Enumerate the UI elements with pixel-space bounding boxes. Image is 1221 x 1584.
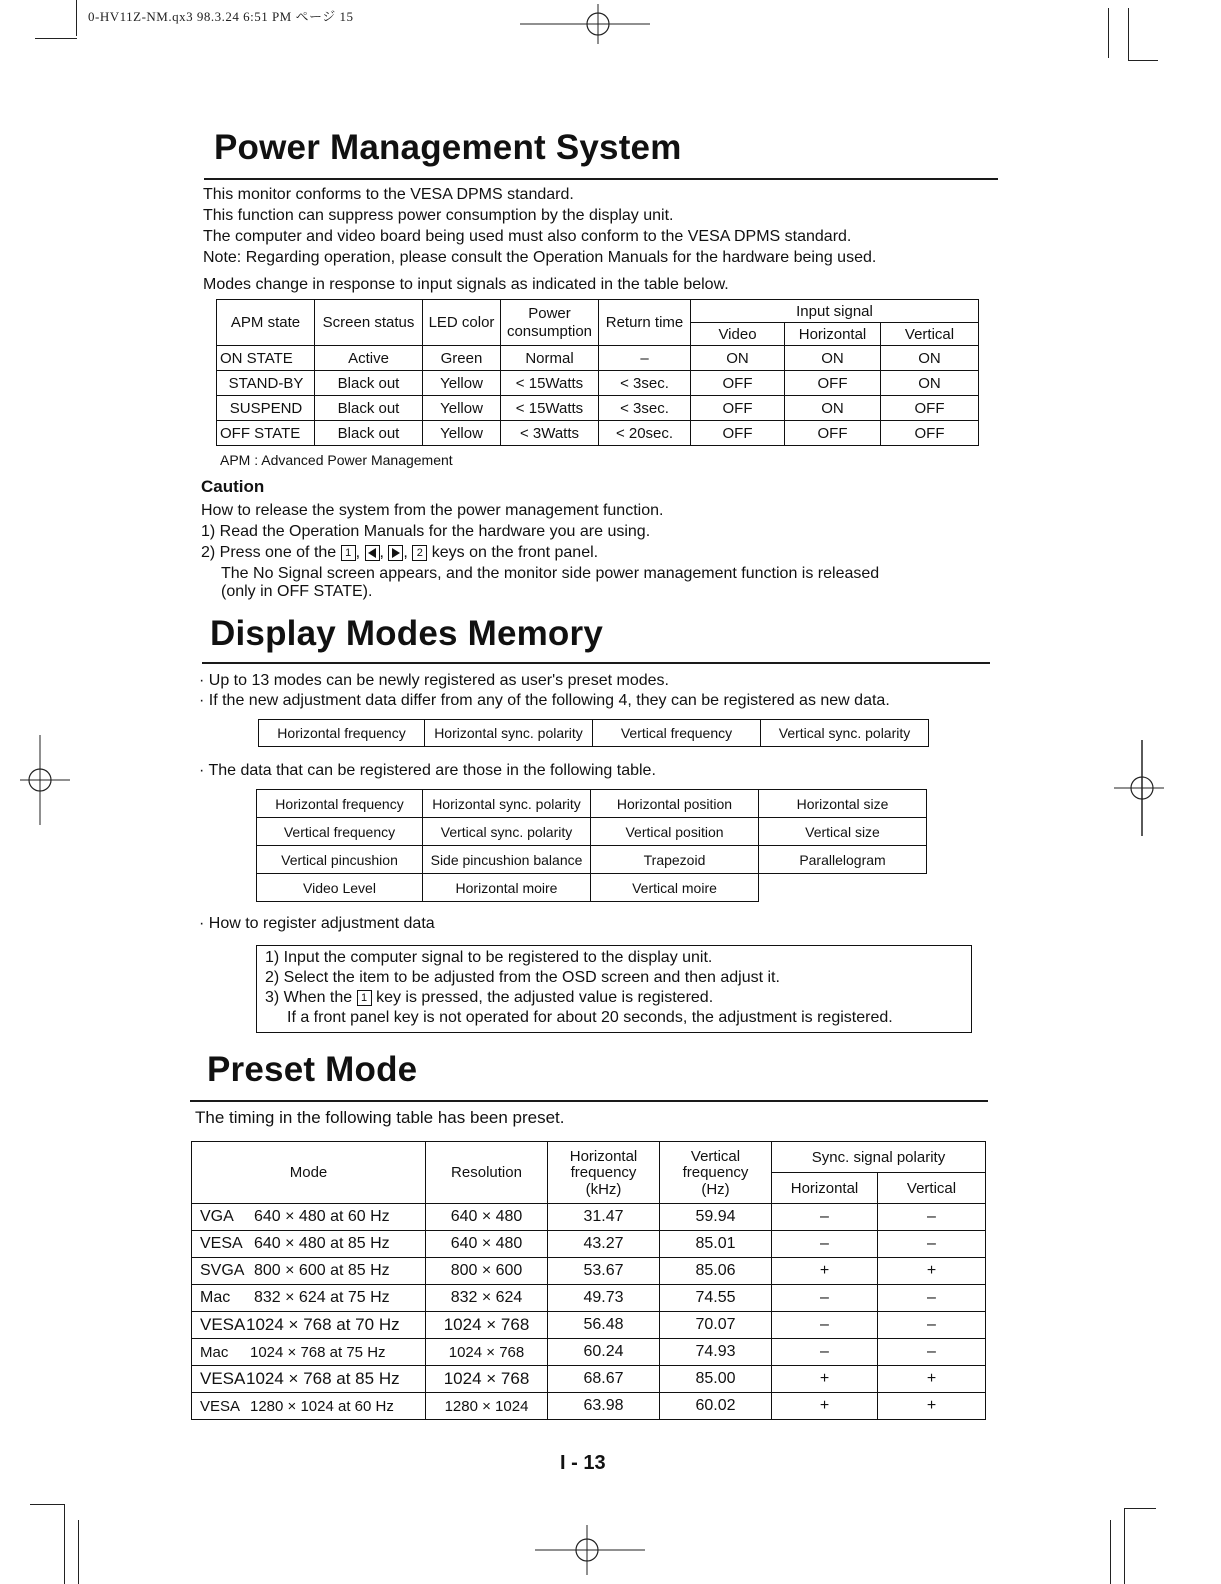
cell-hpol: + [772, 1393, 878, 1420]
col-header-vfreq [660, 1142, 772, 1204]
cell-video: ON [691, 346, 785, 371]
cell-hpol: + [772, 1366, 878, 1393]
table-cell: Horizontal sync. polarity [425, 720, 593, 747]
cell-horizontal: ON [785, 396, 881, 421]
table-row [192, 1231, 986, 1258]
caution-line: The No Signal screen appears, and the monitor side power management function is released [221, 565, 880, 582]
cell-hfreq: 60.24 [548, 1339, 660, 1366]
key-1-icon: 1 [357, 990, 372, 1006]
table-row [217, 371, 979, 396]
table-cell: Horizontal frequency [259, 720, 425, 747]
preset-mode-table [191, 1141, 986, 1420]
cell-mode [192, 1366, 426, 1393]
preset-intro: The timing in the following table has been preset. [195, 1108, 565, 1127]
cell-screen: Black out [315, 421, 423, 446]
dmm-bullet: · The data that can be registered are those in the following table. [199, 762, 656, 779]
table-row [192, 1366, 986, 1393]
caution-body [201, 500, 879, 600]
table-cell: Horizontal position [591, 790, 759, 818]
cell-return: – [599, 346, 691, 371]
cell-led: Yellow [423, 396, 501, 421]
cell-mode [192, 1393, 426, 1420]
cell-video: OFF [691, 371, 785, 396]
table-row [257, 874, 927, 902]
caution-line: keys on the front panel. [431, 544, 599, 561]
pms-intro-line: Note: Regarding operation, please consult the Operation Manuals for the hardware being used. [203, 249, 877, 266]
cell-horizontal: OFF [785, 371, 881, 396]
pms-intro-line: This function can suppress power consumption by the display unit. [203, 207, 674, 224]
cell-resolution: 640 × 480 [426, 1204, 548, 1231]
dmm-bullet: · How to register adjustment data [199, 915, 435, 932]
hfreq-line: frequency [570, 1163, 637, 1181]
print-slug: 0-HV11Z-NM.qx3 98.3.24 6:51 PM ページ 15 [88, 9, 354, 24]
cell-vertical: ON [881, 346, 979, 371]
caution-title: Caution [201, 477, 265, 496]
mode-std: VESA [200, 1397, 241, 1415]
col-header-video: Video [691, 323, 785, 346]
mode-timing: 832 × 624 at 75 Hz [254, 1289, 390, 1306]
table-cell: Horizontal size [759, 790, 927, 818]
page-number: I - 13 [560, 1452, 606, 1474]
cell-hfreq: 49.73 [548, 1285, 660, 1312]
cell-hfreq: 56.48 [548, 1312, 660, 1339]
dmm-bullet: · Up to 13 modes can be newly registered as user's preset modes. [199, 672, 669, 689]
table-cell: Horizontal frequency [257, 790, 423, 818]
pms-intro-line: This monitor conforms to the VESA DPMS standard. [203, 186, 574, 203]
table-row [192, 1393, 986, 1420]
table-cell: Side pincushion balance [423, 846, 591, 874]
cell-hpol: – [772, 1339, 878, 1366]
table-cell: Vertical position [591, 818, 759, 846]
cell-vpol: + [878, 1258, 986, 1285]
col-header-resolution: Resolution [426, 1142, 548, 1204]
cell-power: < 15Watts [501, 396, 599, 421]
table-cell: Video Level [257, 874, 423, 902]
crop-mark [30, 1504, 64, 1505]
section-rule [204, 178, 998, 180]
col-header-power-consumption: Power consumption [501, 300, 599, 346]
cell-led: Green [423, 346, 501, 371]
crop-mark [1128, 60, 1158, 61]
mode-std: VESA [200, 1235, 243, 1252]
step-line: key is pressed, the adjusted value is registered. [376, 989, 714, 1006]
cell-led: Yellow [423, 421, 501, 446]
table-row [257, 790, 927, 818]
table-row [217, 421, 979, 446]
power-modes-table [216, 299, 979, 446]
cell-power: < 15Watts [501, 371, 599, 396]
cell-vfreq: 74.93 [660, 1339, 772, 1366]
cell-vfreq: 59.94 [660, 1204, 772, 1231]
crop-mark [1108, 8, 1109, 58]
section-title-display-modes-memory: Display Modes Memory [210, 614, 603, 653]
cell-vertical: OFF [881, 396, 979, 421]
cell-hfreq: 53.67 [548, 1258, 660, 1285]
empty-cell [759, 874, 927, 902]
mode-std: SVGA [200, 1262, 245, 1279]
crop-mark [76, 0, 77, 36]
table-row [192, 1285, 986, 1312]
caution-line: 1) Read the Operation Manuals for the hardware you are using. [201, 523, 651, 540]
cell-vfreq: 85.06 [660, 1258, 772, 1285]
section-title-power-management: Power Management System [214, 128, 682, 167]
section-title-preset-mode: Preset Mode [207, 1050, 418, 1089]
cell-state: OFF STATE [217, 421, 315, 446]
caution-line-keys: 2) Press one of the 1 , , , 2 keys on the front panel. [201, 544, 599, 561]
table-cell: Vertical frequency [257, 818, 423, 846]
cell-mode [192, 1285, 426, 1312]
table-row [217, 396, 979, 421]
registration-mark-icon [520, 4, 650, 44]
table-cell: Horizontal sync. polarity [423, 790, 591, 818]
apm-note: APM : Advanced Power Management [220, 452, 453, 468]
table-row [257, 818, 927, 846]
col-header-mode: Mode [192, 1142, 426, 1204]
cell-horizontal: OFF [785, 421, 881, 446]
step-line-key [265, 988, 963, 1008]
key-1-icon: 1 [341, 545, 356, 561]
col-header-vertical: Vertical [878, 1173, 986, 1204]
cell-mode [192, 1312, 426, 1339]
cell-resolution: 1024 × 768 [426, 1312, 548, 1339]
cell-hfreq: 31.47 [548, 1204, 660, 1231]
hfreq-line: (kHz) [585, 1180, 622, 1198]
cell-return: < 3sec. [599, 371, 691, 396]
registration-mark-icon [20, 735, 70, 825]
cell-hpol: – [772, 1231, 878, 1258]
registrable-data-table [256, 789, 927, 902]
cell-state: ON STATE [217, 346, 315, 371]
cell-resolution: 800 × 600 [426, 1258, 548, 1285]
mode-std: VESA [200, 1369, 246, 1388]
cell-mode [192, 1204, 426, 1231]
hfreq-line: Horizontal [569, 1147, 638, 1165]
cell-resolution: 1024 × 768 [426, 1366, 548, 1393]
col-header-input-signal: Input signal [691, 300, 979, 323]
cell-video: OFF [691, 396, 785, 421]
caution-line: How to release the system from the power management function. [201, 502, 664, 519]
mode-timing: 1024 × 768 at 75 Hz [250, 1343, 386, 1361]
cell-resolution: 640 × 480 [426, 1231, 548, 1258]
crop-mark [1124, 1508, 1125, 1584]
cell-led: Yellow [423, 371, 501, 396]
cell-state: SUSPEND [217, 396, 315, 421]
table-row [192, 1312, 986, 1339]
register-steps-box [256, 945, 972, 1033]
col-header-vertical: Vertical [881, 323, 979, 346]
table-cell: Parallelogram [759, 846, 927, 874]
step-line: 2) Select the item to be adjusted from the OSD screen and then adjust it. [265, 969, 780, 986]
cell-vpol: + [878, 1393, 986, 1420]
cell-hfreq: 43.27 [548, 1231, 660, 1258]
mode-timing: 640 × 480 at 60 Hz [254, 1208, 390, 1225]
cell-vpol: – [878, 1339, 986, 1366]
caution-line: (only in OFF STATE). [221, 583, 373, 600]
mode-timing: 1024 × 768 at 85 Hz [246, 1369, 400, 1388]
cell-vfreq: 74.55 [660, 1285, 772, 1312]
cell-mode [192, 1339, 426, 1366]
table-cell: Vertical frequency [593, 720, 761, 747]
col-header-return-time: Return time [599, 300, 691, 346]
four-items-table [258, 719, 929, 747]
cell-resolution: 1024 × 768 [426, 1339, 548, 1366]
cell-vfreq: 85.00 [660, 1366, 772, 1393]
section-rule [202, 662, 990, 664]
section-rule [190, 1100, 988, 1102]
crop-mark [1124, 1508, 1156, 1509]
cell-hfreq: 68.67 [548, 1366, 660, 1393]
cell-vpol: – [878, 1312, 986, 1339]
cell-hpol: + [772, 1258, 878, 1285]
table-row [192, 1258, 986, 1285]
table-row [259, 720, 929, 747]
vfreq-line: (Hz) [701, 1180, 730, 1198]
table-cell: Vertical pincushion [257, 846, 423, 874]
crop-mark [78, 1520, 79, 1584]
table-row [257, 846, 927, 874]
mode-std: VESA [200, 1315, 246, 1334]
cell-return: < 3sec. [599, 396, 691, 421]
registration-mark-icon [1114, 740, 1164, 836]
mode-std: VGA [200, 1208, 234, 1225]
cell-power: Normal [501, 346, 599, 371]
mode-timing: 1280 × 1024 at 60 Hz [250, 1397, 394, 1415]
table-cell: Vertical sync. polarity [423, 818, 591, 846]
mode-timing: 1024 × 768 at 70 Hz [246, 1315, 400, 1334]
table-row [192, 1339, 986, 1366]
cell-vertical: ON [881, 371, 979, 396]
cell-state: STAND-BY [217, 371, 315, 396]
step-line: 1) Input the computer signal to be registered to the display unit. [265, 949, 713, 966]
cell-hfreq: 63.98 [548, 1393, 660, 1420]
pms-intro-line: The computer and video board being used must also conform to the VESA DPMS standard. [203, 228, 852, 245]
col-header-apm-state: APM state [217, 300, 315, 346]
key-left-icon [365, 545, 380, 561]
mode-timing: 800 × 600 at 85 Hz [254, 1262, 390, 1279]
cell-vpol: + [878, 1366, 986, 1393]
cell-vpol: – [878, 1231, 986, 1258]
mode-timing: 640 × 480 at 85 Hz [254, 1235, 390, 1252]
col-header-hfreq [548, 1142, 660, 1204]
col-header-screen-status: Screen status [315, 300, 423, 346]
cell-vertical: OFF [881, 421, 979, 446]
table-row [217, 346, 979, 371]
cell-hpol: – [772, 1204, 878, 1231]
cell-mode [192, 1231, 426, 1258]
cell-resolution: 1280 × 1024 [426, 1393, 548, 1420]
col-header-sync-polarity: Sync. signal polarity [772, 1142, 986, 1173]
registration-mark-icon [535, 1525, 645, 1575]
table-row [192, 1204, 986, 1231]
caution-line: 2) Press one of the [201, 544, 337, 561]
vfreq-line: frequency [682, 1163, 749, 1181]
vfreq-line: Vertical [690, 1147, 741, 1165]
crop-mark [1110, 1520, 1111, 1584]
table-cell: Vertical sync. polarity [761, 720, 929, 747]
cell-screen: Black out [315, 396, 423, 421]
table-cell: Trapezoid [591, 846, 759, 874]
crop-mark [35, 38, 77, 39]
table-cell: Vertical moire [591, 874, 759, 902]
cell-vfreq: 60.02 [660, 1393, 772, 1420]
cell-horizontal: ON [785, 346, 881, 371]
mode-std: Mac [200, 1289, 231, 1306]
table-cell: Vertical size [759, 818, 927, 846]
col-header-led-color: LED color [423, 300, 501, 346]
cell-screen: Active [315, 346, 423, 371]
dmm-bullet: · If the new adjustment data differ from any of the following 4, they can be registered as new data. [199, 692, 890, 709]
table-cell: Horizontal moire [423, 874, 591, 902]
cell-hpol: – [772, 1285, 878, 1312]
crop-mark [64, 1504, 65, 1584]
cell-resolution: 832 × 624 [426, 1285, 548, 1312]
cell-hpol: – [772, 1312, 878, 1339]
cell-vfreq: 70.07 [660, 1312, 772, 1339]
col-header-horizontal: Horizontal [785, 323, 881, 346]
step-line: If a front panel key is not operated for about 20 seconds, the adjustment is registered. [287, 1009, 893, 1026]
cell-screen: Black out [315, 371, 423, 396]
cell-power: < 3Watts [501, 421, 599, 446]
step-line: 3) When the [265, 989, 353, 1006]
cell-mode [192, 1258, 426, 1285]
cell-vpol: – [878, 1204, 986, 1231]
cell-vpol: – [878, 1285, 986, 1312]
mode-std: Mac [200, 1343, 229, 1361]
key-2-icon: 2 [412, 545, 427, 561]
cell-return: < 20sec. [599, 421, 691, 446]
col-header-horizontal: Horizontal [772, 1173, 878, 1204]
cell-vfreq: 85.01 [660, 1231, 772, 1258]
key-right-icon [388, 545, 403, 561]
crop-mark [1128, 8, 1129, 60]
pms-modes-line: Modes change in response to input signals as indicated in the table below. [203, 276, 729, 293]
pms-intro [203, 184, 876, 268]
cell-video: OFF [691, 421, 785, 446]
